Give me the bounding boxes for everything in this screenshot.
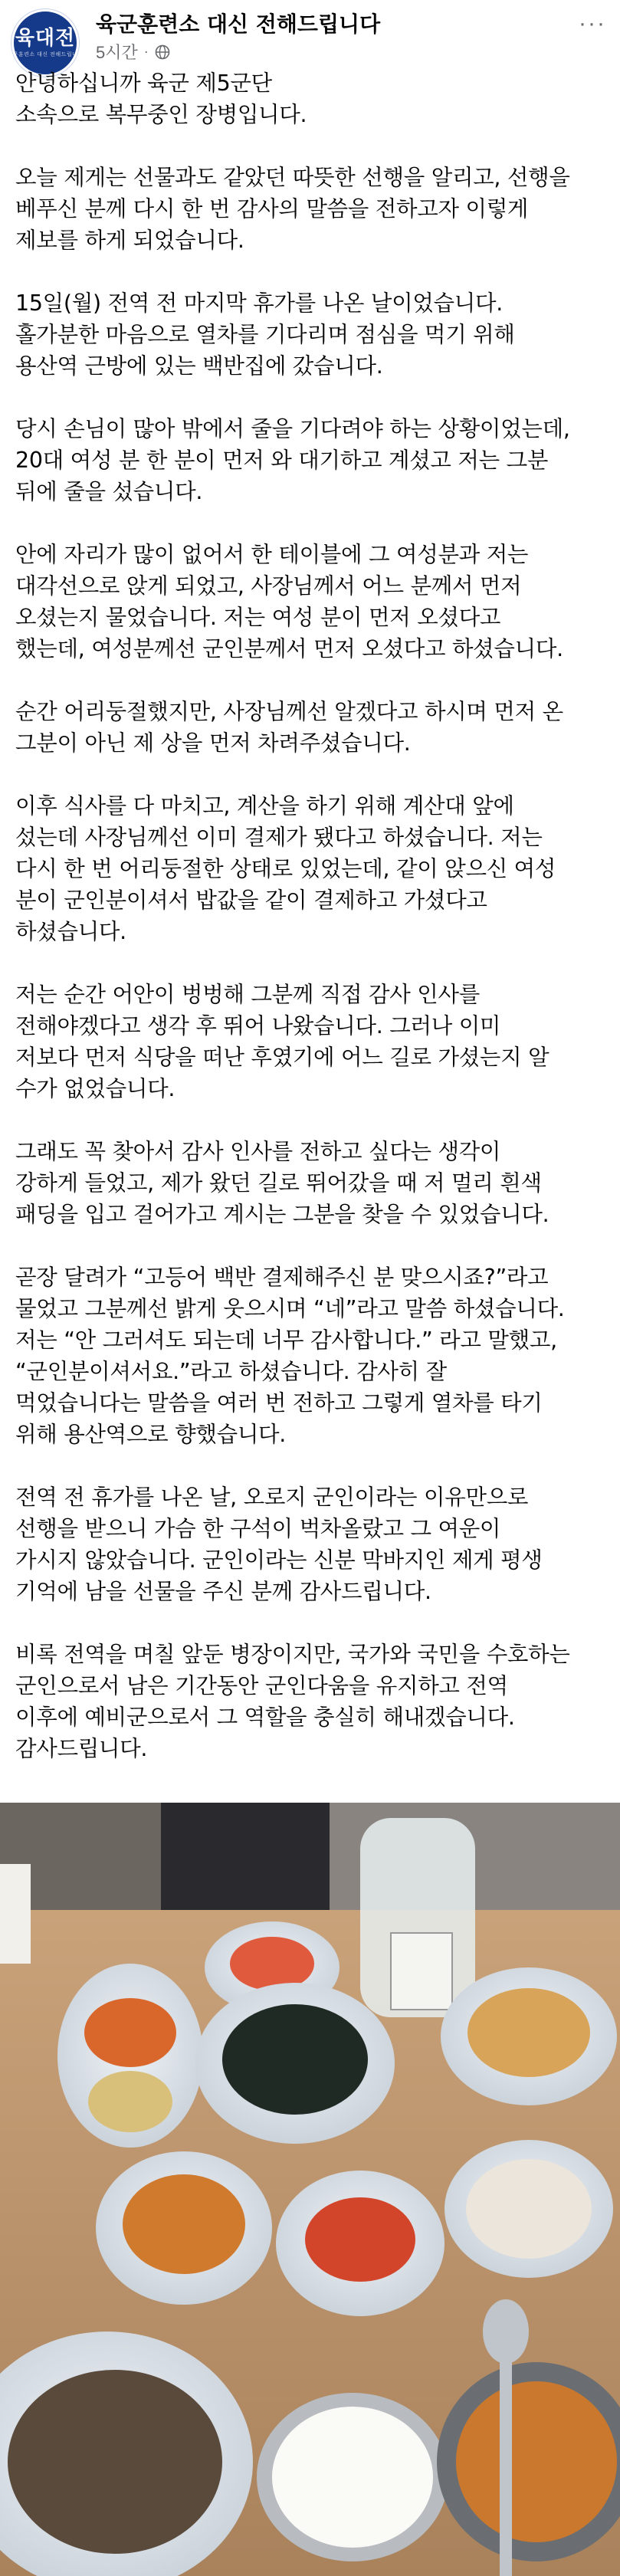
post-paragraph: 그래도 꼭 찾아서 감사 인사를 전하고 싶다는 생각이 강하게 들었고, 제가 왔던 길로 뛰어갔을 때 저 멀리 흰색 패딩을 입고 걸어가고 계시는 그분을 찾을 수 있었습니다.: [15, 1139, 549, 1227]
post-photo-meal[interactable]: [0, 1803, 620, 2576]
post-paragraph: 당시 손님이 많아 밖에서 줄을 기다려야 하는 상황이었는데, 20대 여성 분 한 분이 먼저 와 대기하고 계셨고 저는 그분 뒤에 줄을 섰습니다.: [15, 416, 570, 504]
post-paragraph: 전역 전 휴가를 나온 날, 오로지 군인이라는 이유만으로 선행을 받으니 가슴 한 구석이 벅차올랐고 그 여운이 가시지 않았습니다. 군인이라는 신분 막바지인 제게 평생 기억에 남을 선물을 주신 분께 감사드립니다.: [15, 1485, 543, 1604]
post-paragraph: 오늘 제게는 선물과도 같았던 따뜻한 선행을 알리고, 선행을 베푸신 분께 다시 한 번 감사의 말씀을 전하고자 이렇게 제보를 하게 되었습니다.: [15, 165, 570, 253]
avatar-logo-subtext: 육군훈련소 대신 전해드립니다: [7, 52, 84, 57]
post-paragraph: 15일(월) 전역 전 마지막 휴가를 나온 날이었습니다. 홀가분한 마음으로 열차를 기다리며 점심을 먹기 위해 용산역 근방에 있는 백반집에 갔습니다.: [15, 290, 515, 379]
meta-separator: ·: [143, 44, 149, 59]
meal-photo-illustration: [0, 1803, 620, 2576]
post-paragraph: 안에 자리가 많이 없어서 한 테이블에 그 여성분과 저는 대각선으로 앉게 되었고, 사장님께서 어느 분께서 먼저 오셨는지 물었습니다. 저는 여성 분이 먼저 오셨다고 했는데, 여성분께선 군인분께서 먼저 오셨다고 하셨습니다.: [15, 542, 563, 661]
post-body: [15, 67, 605, 1796]
post-paragraph: 곧장 달려가 “고등어 백반 결제해주신 분 맞으시죠?”라고 물었고 그분께선 밝게 웃으시며 “네”라고 말씀 하셨습니다. 저는 “안 그러셔도 되는데 너무 감사합니다.” 라고 말했고, “군인분이셔서요.”라고 하셨습니다. 감사히 잘 먹었습니다는 말씀을 여러 번 전하고 그렇게 열차를 타기 위해 용산역으로 향했습니다.: [15, 1265, 565, 1447]
more-options-icon[interactable]: ···: [579, 11, 606, 36]
post-paragraph: 저는 순간 어안이 벙벙해 그분께 직접 감사 인사를 전해야겠다고 생각 후 뛰어 나왔습니다. 그러나 이미 저보다 먼저 식당을 떠난 후였기에 어느 길로 가셨는지 알 수가 없었습니다.: [15, 982, 549, 1101]
post-timestamp[interactable]: 5시간: [96, 43, 138, 62]
avatar-logo-text: 육대전: [15, 27, 76, 50]
post-meta: [96, 40, 170, 64]
post-paragraph: 순간 어리둥절했지만, 사장님께선 알겠다고 하시며 먼저 온 그분이 아닌 제 상을 먼저 차려주셨습니다.: [15, 699, 563, 756]
post-paragraph: 안녕하십니까 육군 제5군단 소속으로 복무중인 장병입니다.: [15, 71, 307, 127]
post-paragraph: 이후 식사를 다 마치고, 계산을 하기 위해 계산대 앞에 섰는데 사장님께선 이미 결제가 됐다고 하셨습니다. 저는 다시 한 번 어리둥절한 상태로 있었는데, 같이 앉으신 여성 분이 군인분이셔서 밥값을 같이 결제하고 가셨다고 하셨습니다.: [15, 793, 556, 944]
page-avatar[interactable]: [7, 9, 84, 77]
post-paragraph: 비록 전역을 며칠 앞둔 병장이지만, 국가와 국민을 수호하는 군인으로서 남은 기간동안 군인다움을 유지하고 전역 이후에 예비군으로서 그 역할을 충실히 해내겠습니다. 감사드립니다.: [15, 1642, 570, 1761]
page-name-link[interactable]: 육군훈련소 대신 전해드립니다: [96, 11, 381, 37]
post-header: [0, 0, 620, 77]
globe-icon: [155, 44, 170, 60]
